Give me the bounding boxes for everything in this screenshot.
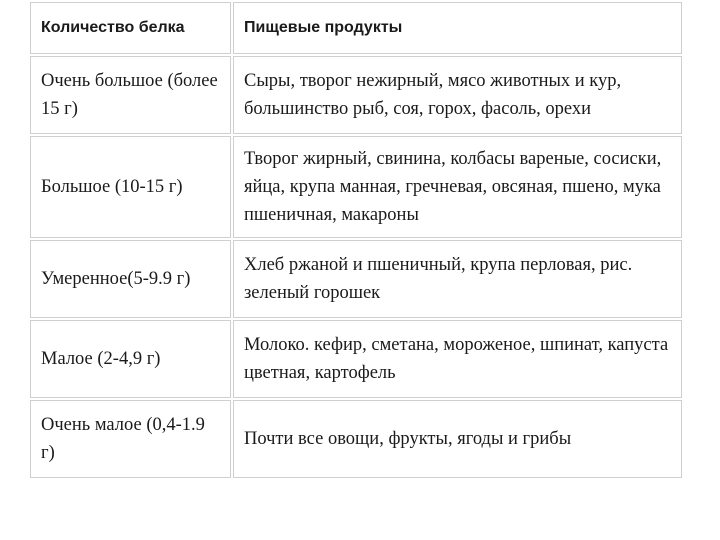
header-protein-amount: Количество белка <box>30 2 231 54</box>
food-products-cell: Молоко. кефир, сметана, мороженое, шпинат, капуста цветная, картофель <box>233 320 682 398</box>
food-products-cell: Хлеб ржаной и пшеничный, крупа перловая, рис. зеленый горошек <box>233 240 682 318</box>
protein-amount-cell: Очень малое (0,4-1.9 г) <box>30 400 231 478</box>
table-row <box>30 400 682 478</box>
header-food-products: Пищевые продукты <box>233 2 682 54</box>
food-products-cell: Сыры, творог нежирный, мясо животных и кур, большинство рыб, соя, горох, фасоль, орехи <box>233 56 682 134</box>
table-row <box>30 240 682 318</box>
protein-content-table <box>28 0 684 480</box>
table-header-row <box>30 2 682 54</box>
protein-amount-cell: Очень большое (более 15 г) <box>30 56 231 134</box>
food-products-cell: Творог жирный, свинина, колбасы вареные, сосиски, яйца, крупа манная, гречневая, овсяная, пшено, мука пшеничная, макароны <box>233 136 682 238</box>
protein-amount-cell: Малое (2-4,9 г) <box>30 320 231 398</box>
protein-amount-cell: Большое (10-15 г) <box>30 136 231 238</box>
food-products-cell: Почти все овощи, фрукты, ягоды и грибы <box>233 400 682 478</box>
table-row <box>30 56 682 134</box>
protein-amount-cell: Умеренное(5-9.9 г) <box>30 240 231 318</box>
table-row <box>30 320 682 398</box>
table-row <box>30 136 682 238</box>
